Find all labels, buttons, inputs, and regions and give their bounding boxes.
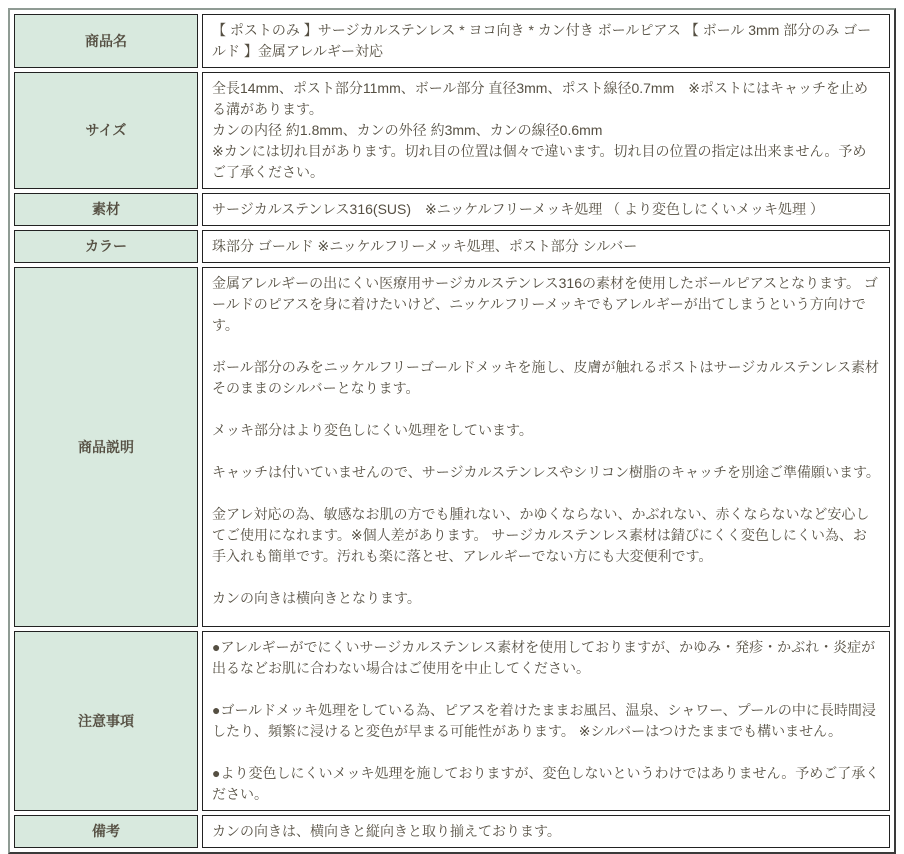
row-label-size: サイズ: [14, 72, 198, 189]
row-label-precautions: 注意事項: [14, 631, 198, 811]
row-label-material: 素材: [14, 193, 198, 226]
paragraph-size-1: カンの内径 約1.8mm、カンの外径 約3mm、カンの線径0.6mm: [212, 122, 603, 138]
row-label-color: カラー: [14, 230, 198, 263]
table-row-size: [14, 72, 890, 189]
row-content-description: [202, 267, 890, 627]
table-row-product-name: [14, 14, 890, 68]
paragraph-size-0: 全長14mm、ポスト部分11mm、ボール部分 直径3mm、ポスト線径0.7mm ※ポストにはキャッチを止める溝があります。: [212, 80, 868, 117]
paragraph-description-3: キャッチは付いていませんので、サージカルステンレスやシリコン樹脂のキャッチを別途ご準備願います。: [212, 464, 880, 480]
paragraph-precautions-2: ●より変色しにくいメッキ処理を施しておりますが、変色しないというわけではありません。予めご了承ください。: [212, 765, 880, 802]
paragraph-description-0: 金属アレルギーの出にくい医療用サージカルステンレス316の素材を使用したボールピアスとなります。 ゴールドのピアスを身に着けたいけど、ニッケルフリーメッキでもアレルギーが出てしまうという方向けです。: [212, 275, 878, 333]
paragraph-material-0: サージカルステンレス316(SUS) ※ニッケルフリーメッキ処理 （ より変色しにくいメッキ処理 ）: [212, 201, 824, 217]
paragraph-remarks-0: カンの向きは、横向きと縦向きと取り揃えております。: [212, 823, 561, 839]
table-row-remarks: [14, 815, 890, 848]
row-content-remarks: [202, 815, 890, 848]
paragraph-description-5: カンの向きは横向きとなります。: [212, 590, 421, 606]
paragraph-description-2: メッキ部分はより変色しにくい処理をしています。: [212, 422, 533, 438]
paragraph-description-1: ボール部分のみをニッケルフリーゴールドメッキを施し、皮膚が触れるポストはサージカルステンレス素材そのままのシルバーとなります。: [212, 359, 880, 396]
table-row-precautions: [14, 631, 890, 811]
paragraph-size-2: ※カンには切れ目があります。切れ目の位置は個々で違います。切れ目の位置の指定は出来ません。予めご了承ください。: [212, 143, 867, 180]
table-row-description: [14, 267, 890, 627]
row-label-description: 商品説明: [14, 267, 198, 627]
paragraph-product-name-0: 【 ポストのみ 】サージカルステンレス * ヨコ向き * カン付き ボールピアス 【 ボール 3mm 部分のみ ゴールド 】金属アレルギー対応: [212, 22, 872, 59]
product-spec-table-body: [14, 14, 890, 848]
row-content-product-name: [202, 14, 890, 68]
row-content-color: [202, 230, 890, 263]
table-row-color: [14, 230, 890, 263]
product-spec-table: [8, 8, 896, 854]
row-content-size: [202, 72, 890, 189]
row-label-product-name: 商品名: [14, 14, 198, 68]
table-row-material: [14, 193, 890, 226]
paragraph-precautions-1: ●ゴールドメッキ処理をしている為、ピアスを着けたままお風呂、温泉、シャワー、プールの中に長時間浸したり、頻繁に浸けると変色が早まる可能性があります。 ※シルバーはつけたままでも構いません。: [212, 702, 876, 739]
row-content-precautions: [202, 631, 890, 811]
row-content-material: [202, 193, 890, 226]
paragraph-description-4: 金アレ対応の為、敏感なお肌の方でも腫れない、かゆくならない、かぶれない、赤くならないなど安心してご使用になれます。※個人差があります。 サージカルステンレス素材は錆びにくく変色しにくい為、お手入れも簡単です。汚れも楽に落とせ、アレルギーでない方にも大変便利です。: [212, 506, 870, 564]
row-label-remarks: 備考: [14, 815, 198, 848]
paragraph-color-0: 珠部分 ゴールド ※ニッケルフリーメッキ処理、ポスト部分 シルバー: [212, 238, 638, 254]
paragraph-precautions-0: ●アレルギーがでにくいサージカルステンレス素材を使用しておりますが、かゆみ・発疹・かぶれ・炎症が出るなどお肌に合わない場合はご使用を中止してください。: [212, 639, 876, 676]
